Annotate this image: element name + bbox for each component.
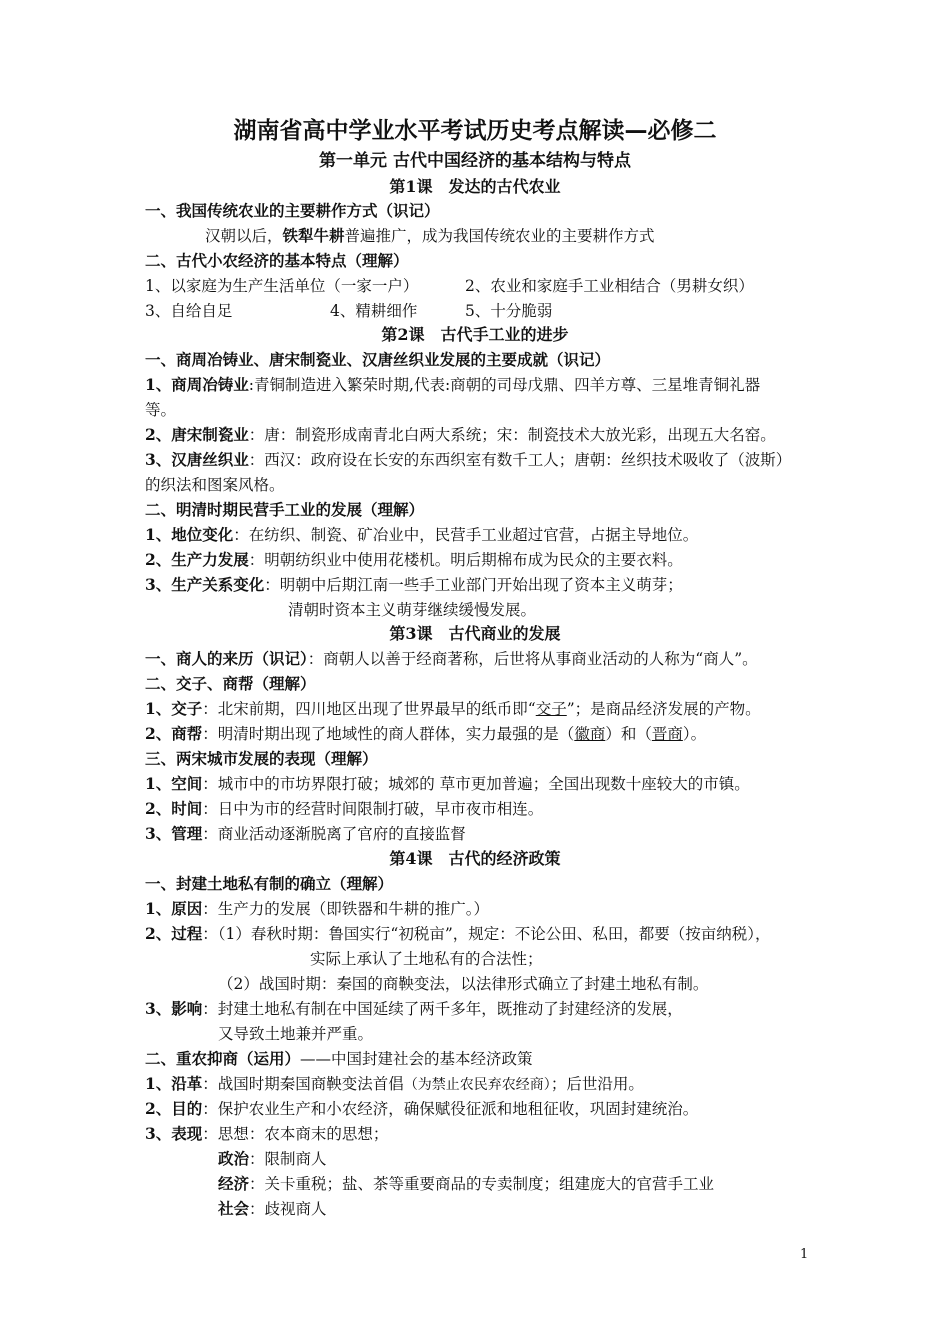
lesson-title: 第1课 发达的古代农业 — [389, 177, 561, 196]
paragraph-continuation: 又导致土地兼并严重。 — [218, 1025, 374, 1043]
text: ：农本商末的思想； — [248, 1125, 389, 1143]
lesson-title: 第3课 古代商业的发展 — [389, 624, 561, 643]
paragraph — [145, 524, 698, 546]
lesson-title: 第2课 古代手工业的进步 — [381, 325, 569, 344]
item-label: 2、过程 — [145, 924, 203, 943]
paragraph — [145, 823, 466, 845]
item-label: 3、汉唐丝织业 — [145, 450, 249, 469]
paragraph — [145, 898, 489, 920]
paragraph — [145, 1123, 388, 1145]
paragraph-continuation: 实际上承认了土地私有的合法性； — [310, 950, 543, 968]
item-label: 社会 — [218, 1199, 250, 1218]
paragraph — [145, 374, 760, 396]
item-label: 3、影响 — [145, 999, 203, 1018]
section-heading: 二、明清时期民营手工业的发展（理解） — [145, 500, 425, 519]
item-label: 经济 — [218, 1174, 250, 1193]
text: ：战国时期秦国商鞅变法首倡 — [202, 1075, 404, 1093]
section-heading: 一、封建土地私有制的确立（理解） — [145, 874, 394, 893]
text: ：保护农业生产和小农经济，确保赋役征派和地租征收，巩固封建统治。 — [202, 1100, 699, 1118]
list-item: 4、精耕细作 — [330, 302, 418, 320]
list-item: 5、十分脆弱 — [465, 302, 553, 320]
text: ：在纺织、制瓷、矿冶业中，民营手工业超过官营，占据主导地位。 — [233, 526, 699, 544]
item-label: 政治 — [218, 1149, 250, 1168]
paragraph — [218, 1148, 327, 1170]
text: 汉朝以后， — [205, 227, 283, 245]
section-heading: 一、商周冶铸业、唐宋制瓷业、汉唐丝织业发展的主要成就（识记） — [145, 350, 611, 369]
text: 普遍推广，成为我国传统农业的主要耕作方式 — [344, 227, 655, 245]
text: ：明朝纺织业中使用花楼机。明后期棉布成为民众的主要衣料。 — [248, 551, 683, 569]
item-label: 1、交子 — [145, 699, 203, 718]
text: ：歧视商人 — [249, 1200, 327, 1218]
unit-title: 第一单元 古代中国经济的基本结构与特点 — [319, 151, 631, 171]
paragraph — [145, 1048, 533, 1070]
item-label: 1、空间 — [145, 774, 203, 793]
paragraph-continuation: 清朝时资本主义萌芽继续缓慢发展。 — [288, 601, 537, 619]
text: ；后世沿用。 — [550, 1075, 644, 1093]
paragraph — [145, 723, 706, 745]
text: ：思想 — [202, 1125, 249, 1143]
text: ）。 — [682, 725, 707, 743]
text: ：明朝中后期江南一些手工业部门开始出现了资本主义萌芽； — [264, 576, 683, 594]
text: ：关卡重税；盐、茶等重要商品的专卖制度；组建庞大的官营手工业 — [249, 1175, 715, 1193]
paragraph — [205, 225, 655, 247]
item-label: 2、目的 — [145, 1099, 203, 1118]
paragraph — [145, 798, 543, 820]
text: ：商朝人以善于经商著称，后世将从事商业活动的人称为“商人”。 — [307, 650, 758, 668]
item-label: 1、地位变化 — [145, 525, 234, 544]
paragraph: （2）战国时期：秦国的商鞅变法，以法律形式确立了封建土地私有制。 — [218, 975, 709, 993]
item-label: 3、生产关系变化 — [145, 575, 265, 594]
underlined-term: 交子 — [535, 700, 567, 718]
text: ：商业活动逐渐脱离了官府的直接监督 — [202, 825, 466, 843]
paragraph — [145, 574, 683, 596]
page-number: 1 — [800, 1247, 809, 1262]
text: ：封建土地私有制在中国延续了两千多年，既推动了封建经济的发展， — [202, 1000, 683, 1018]
item-label: 1、商周冶铸业 — [145, 375, 249, 394]
section-heading: 二、重农抑商（运用） — [145, 1049, 301, 1068]
item-label: 1、原因 — [145, 899, 203, 918]
list-item: 3、自给自足 — [145, 302, 233, 320]
section-heading: 三、两宋城市发展的表现（理解） — [145, 749, 378, 768]
item-label: 2、时间 — [145, 799, 203, 818]
text: ：城市中的市坊界限打破；城郊的 草市更加普遍；全国出现数十座较大的市镇。 — [202, 775, 750, 793]
paragraph — [218, 1198, 327, 1220]
paragraph — [145, 923, 771, 945]
text: ：生产力的发展（即铁器和牛耕的推广。） — [202, 900, 490, 918]
text: ：唐：制瓷形成南青北白两大系统；宋：制瓷技术大放光彩，出现五大名窑。 — [248, 426, 776, 444]
item-label: 3、表现 — [145, 1124, 203, 1143]
text: ——中国封建社会的基本经济政策 — [300, 1050, 533, 1068]
text: :青铜制造进入繁荣时期,代表:商朝的司母戊鼎、四羊方尊、三星堆青铜礼器 — [248, 376, 761, 394]
paragraph — [145, 449, 791, 471]
underlined-term: 晋商 — [651, 725, 683, 743]
list-item: 1、以家庭为生产生活单位（一家一户） — [145, 277, 419, 295]
lesson-title: 第4课 古代的经济政策 — [389, 849, 561, 868]
item-label: 3、管理 — [145, 824, 203, 843]
item-label: 2、商帮 — [145, 724, 203, 743]
underlined-term: 徽商 — [574, 725, 606, 743]
text: ：（1）春秋时期：鲁国实行“初税亩”，规定：不论公田、私田，都要（按亩纳税）， — [202, 925, 771, 943]
section-heading: 一、我国传统农业的主要耕作方式（识记） — [145, 201, 440, 220]
item-label: 2、唐宋制瓷业 — [145, 425, 249, 444]
keyword: 铁犁牛耕 — [282, 226, 345, 245]
text: ：明清时期出现了地域性的商人群体，实力最强的是（ — [202, 725, 575, 743]
text: ）和（ — [605, 725, 652, 743]
paragraph — [145, 698, 761, 720]
text: ”；是商品经济发展的产物。 — [566, 700, 761, 718]
section-heading: 二、交子、商帮（理解） — [145, 674, 316, 693]
paragraph — [145, 648, 758, 670]
paragraph — [145, 773, 750, 795]
item-label: 1、沿革 — [145, 1074, 203, 1093]
text: ：日中为市的经营时间限制打破，早市夜市相连。 — [202, 800, 544, 818]
paragraph — [145, 549, 683, 571]
text: ：西汉：政府设在长安的东西织室有数千工人；唐朝：丝织技术吸收了（波斯） — [248, 451, 792, 469]
paragraph-continuation: 等。 — [145, 401, 177, 419]
text: ：北宋前期，四川地区出现了世界最早的纸币即“ — [202, 700, 536, 718]
section-heading: 二、古代小农经济的基本特点（理解） — [145, 251, 409, 270]
section-heading: 一、商人的来历（识记） — [145, 649, 308, 668]
paragraph — [145, 1098, 698, 1120]
paragraph — [145, 424, 776, 446]
note: （为禁止农民弃农经商） — [403, 1077, 551, 1093]
paragraph — [145, 998, 683, 1020]
paragraph — [145, 1073, 644, 1096]
page-title: 湖南省高中学业水平考试历史考点解读—必修二 — [233, 118, 717, 144]
paragraph — [218, 1173, 714, 1195]
list-item: 2、农业和家庭手工业相结合（男耕女织） — [465, 277, 754, 295]
paragraph-continuation: 的织法和图案风格。 — [145, 476, 285, 494]
text: ：限制商人 — [249, 1150, 327, 1168]
item-label: 2、生产力发展 — [145, 550, 249, 569]
